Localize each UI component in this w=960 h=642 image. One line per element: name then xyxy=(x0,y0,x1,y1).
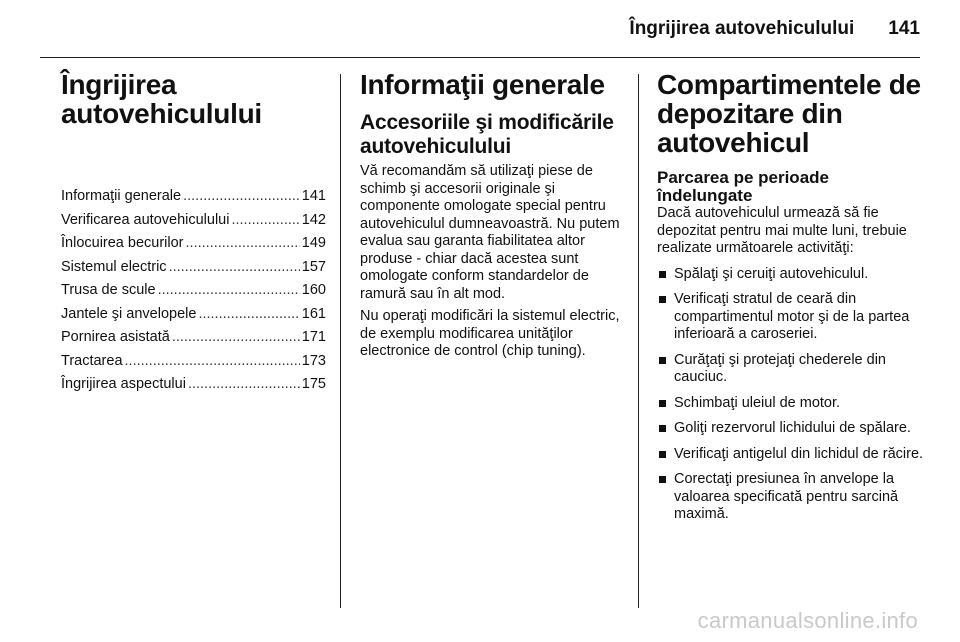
toc-page: 142 xyxy=(301,211,326,228)
toc-leader xyxy=(188,374,300,394)
bullet-square-icon xyxy=(659,451,666,458)
bullet-square-icon xyxy=(659,357,666,364)
subsection-title: Parcarea pe perioade îndelungate xyxy=(657,168,829,205)
toc-label: Informaţii generale xyxy=(61,188,182,204)
body-paragraph: Vă recomandăm să utilizaţi piese de schimb şi accesorii originale şi componente omologate special pentru autovehiculul dumneavoastră. Nu putem evalua sau garanta fiabilitatea altor produse - chiar dacă acestea sunt omologate conform standardelor de ramură sau în alt mod. xyxy=(360,163,620,302)
list-item xyxy=(657,352,927,387)
toc-item[interactable] xyxy=(61,186,326,206)
section-title: Informaţii generale xyxy=(360,69,605,100)
list-item xyxy=(657,446,927,464)
list-item-text: Goliţi rezervorul lichidului de spălare. xyxy=(674,420,911,436)
chapter-title: Îngrijirea autovehiculului xyxy=(61,69,262,129)
body-paragraph: Nu operaţi modificări la sistemul electric, de exemplu modificarea unităţilor electronice de control (chip tuning). xyxy=(360,308,620,359)
toc-item[interactable] xyxy=(61,233,326,253)
header-rule xyxy=(40,57,920,58)
toc-label: Înlocuirea becurilor xyxy=(61,235,184,251)
toc-item[interactable] xyxy=(61,351,326,371)
toc-label: Tractarea xyxy=(61,352,123,369)
toc-label: Îngrijirea aspectului xyxy=(61,376,186,392)
list-item-text: Curăţaţi şi protejaţi chederele din cauciuc. xyxy=(674,351,886,385)
bullet-square-icon xyxy=(659,296,666,303)
list-item xyxy=(657,291,927,344)
toc-label: Pornirea asistată xyxy=(61,329,170,345)
list-item-text: Corectaţi presiunea în anvelope la valoarea specificată pentru sarcină maximă. xyxy=(674,471,899,522)
toc-page: 175 xyxy=(301,376,326,392)
toc-page: 141 xyxy=(301,188,326,204)
column-divider xyxy=(340,74,341,608)
toc-item[interactable] xyxy=(61,257,326,277)
toc-page: 160 xyxy=(301,282,326,298)
toc-leader xyxy=(169,257,300,277)
toc-label: Trusa de scule xyxy=(61,282,156,298)
toc-page: 149 xyxy=(301,235,326,251)
list-item xyxy=(657,266,927,284)
task-list xyxy=(657,266,927,524)
bullet-square-icon xyxy=(659,425,666,432)
list-item-text: Spălaţi şi ceruiţi autovehiculul. xyxy=(674,265,869,282)
bullet-square-icon xyxy=(659,271,666,278)
toc-leader xyxy=(172,327,300,347)
toc-label: Jantele şi anvelopele xyxy=(61,305,197,322)
page-number: 141 xyxy=(888,18,920,39)
list-item xyxy=(657,395,927,413)
column-chapter-contents xyxy=(61,70,326,398)
toc-page: 173 xyxy=(301,352,326,369)
toc-item[interactable] xyxy=(61,304,326,324)
list-item-text: Verificaţi stratul de ceară din compartimentul motor şi de la partea inferioară a caroseriei. xyxy=(674,291,910,342)
toc-leader xyxy=(198,304,299,324)
list-item xyxy=(657,420,927,438)
toc-leader xyxy=(125,351,300,371)
toc-item[interactable] xyxy=(61,374,326,394)
toc-leader xyxy=(231,210,299,230)
toc-leader xyxy=(183,186,300,206)
toc-leader xyxy=(186,233,300,253)
subsection-title: Accesoriile şi modificările autovehiculului xyxy=(360,111,614,158)
toc-page: 157 xyxy=(301,258,326,275)
toc-label: Verificarea autovehiculului xyxy=(61,211,230,228)
intro-paragraph: Dacă autovehiculul urmează să fie depozitat pentru mai multe luni, trebuie realizate următoarele activităţi: xyxy=(657,205,907,256)
running-header xyxy=(629,18,920,40)
watermark: carmanualsonline.info xyxy=(697,608,918,633)
toc-item[interactable] xyxy=(61,210,326,230)
bullet-square-icon xyxy=(659,476,666,483)
toc-item[interactable] xyxy=(61,327,326,347)
column-divider xyxy=(638,74,639,608)
running-header-title: Îngrijirea autovehiculului xyxy=(629,18,855,39)
column-general-information xyxy=(360,70,622,366)
bullet-square-icon xyxy=(659,400,666,407)
list-item-text: Verificaţi antigelul din lichidul de răcire. xyxy=(674,445,924,462)
table-of-contents xyxy=(61,186,326,394)
column-storage xyxy=(657,70,927,532)
toc-page: 171 xyxy=(301,329,326,345)
toc-page: 161 xyxy=(301,305,326,322)
toc-item[interactable] xyxy=(61,280,326,300)
list-item-text: Schimbaţi uleiul de motor. xyxy=(674,394,841,411)
toc-leader xyxy=(158,280,300,300)
toc-label: Sistemul electric xyxy=(61,258,167,275)
list-item xyxy=(657,471,927,524)
section-title: Compartimentele de depozitare din autovehicul xyxy=(657,69,921,158)
